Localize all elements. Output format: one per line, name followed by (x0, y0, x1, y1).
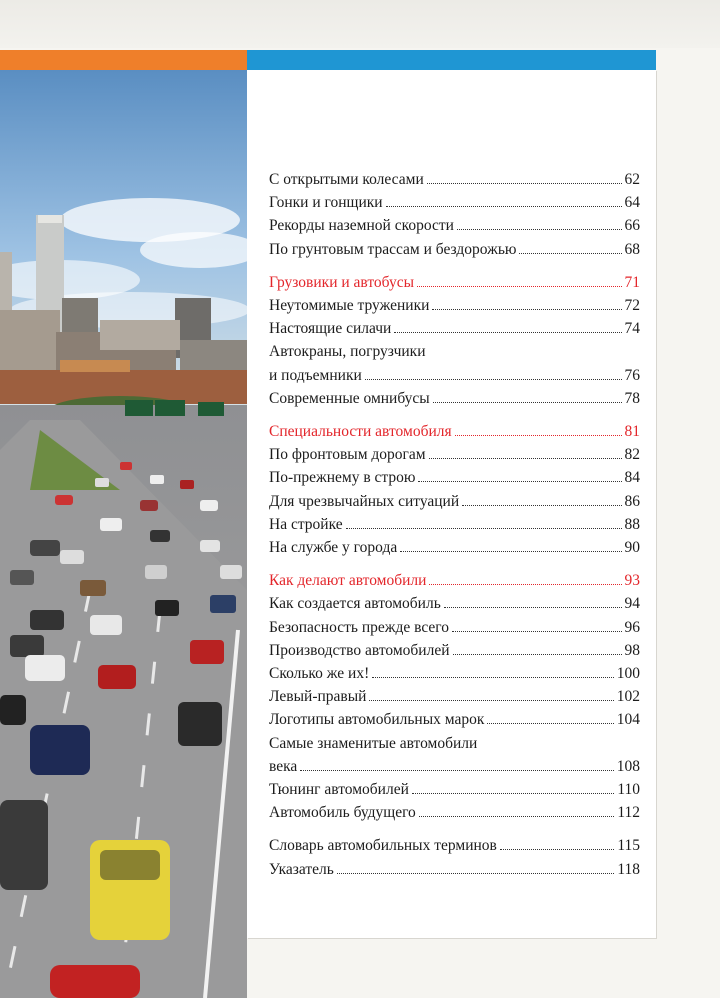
toc-page-number: 64 (624, 194, 640, 212)
toc-entry-title: На стройке (269, 515, 343, 533)
toc-entry-title: и подъемники (269, 366, 362, 384)
toc-entry-title: Самые знаменитые автомобили (269, 734, 478, 752)
dot-leader (417, 286, 621, 287)
dot-leader (433, 402, 622, 403)
dot-leader (444, 607, 622, 608)
toc-entry[interactable] (269, 443, 640, 466)
toc-page-number: 102 (616, 688, 640, 706)
dot-leader (452, 631, 621, 632)
dot-leader (337, 873, 614, 874)
dot-leader (455, 435, 622, 436)
toc-entry[interactable] (269, 592, 640, 615)
toc-page-number: 74 (624, 320, 640, 338)
toc-entry-title: Тюнинг автомобилей (269, 781, 409, 799)
dot-leader (519, 253, 621, 254)
toc-entry[interactable] (269, 801, 640, 824)
toc-page-number: 90 (624, 539, 640, 557)
toc-page-number: 76 (624, 366, 640, 384)
toc-entry[interactable] (269, 536, 640, 559)
dot-leader (394, 332, 621, 333)
toc-entry-title: Автомобиль будущего (269, 804, 416, 822)
toc-entry[interactable] (269, 858, 640, 881)
toc-entry[interactable] (269, 708, 640, 731)
toc-page-number: 96 (624, 618, 640, 636)
dot-leader (419, 816, 615, 817)
toc-entry[interactable] (269, 466, 640, 489)
toc-page-number: 78 (624, 389, 640, 407)
toc-entry[interactable] (269, 732, 640, 755)
toc-entry[interactable] (269, 834, 640, 857)
toc-entry[interactable] (269, 513, 640, 536)
toc-page-number: 104 (616, 711, 640, 729)
toc-page-number: 68 (624, 240, 640, 258)
toc-section-entry[interactable] (269, 420, 640, 443)
toc-entry-title: Производство автомобилей (269, 641, 450, 659)
toc-page-number: 86 (624, 492, 640, 510)
toc-entry-title: Автокраны, погрузчики (269, 343, 426, 361)
toc-page-number: 98 (624, 641, 640, 659)
toc-entry[interactable] (269, 294, 640, 317)
dot-leader (386, 206, 622, 207)
orange-header-bar (0, 50, 247, 70)
toc-page-number: 81 (624, 423, 640, 441)
toc-page-number: 112 (617, 804, 640, 822)
toc-page-number: 94 (624, 595, 640, 613)
toc-entry-title: Как создается автомобиль (269, 595, 441, 613)
dot-leader (487, 723, 613, 724)
toc-entry[interactable] (269, 387, 640, 410)
dot-leader (462, 505, 621, 506)
toc-entry[interactable] (269, 778, 640, 801)
toc-entry-title: Неутомимые труженики (269, 297, 430, 315)
toc-section-entry[interactable] (269, 271, 640, 294)
toc-entry-title: Настоящие силачи (269, 320, 392, 338)
toc-entry[interactable] (269, 168, 640, 191)
toc-entry[interactable] (269, 214, 640, 237)
toc-entry-title: Гонки и гонщики (269, 194, 383, 212)
toc-page-number: 82 (624, 446, 640, 464)
toc-page-number: 88 (624, 515, 640, 533)
blue-header-bar (247, 50, 656, 70)
toc-entry[interactable] (269, 685, 640, 708)
dot-leader (346, 528, 622, 529)
toc-entry[interactable] (269, 616, 640, 639)
dot-leader (429, 458, 622, 459)
dot-leader (427, 183, 622, 184)
toc-page-number: 66 (624, 217, 640, 235)
toc-entry[interactable] (269, 639, 640, 662)
toc-page-number: 62 (624, 171, 640, 188)
highway-city-photo (0, 70, 247, 998)
dot-leader (365, 379, 622, 380)
toc-entry-title: Для чрезвычайных ситуаций (269, 492, 460, 510)
toc-page-number: 93 (624, 572, 640, 590)
dot-leader (372, 677, 613, 678)
dot-leader (453, 654, 622, 655)
toc-entry[interactable] (269, 364, 640, 387)
dot-leader (457, 229, 622, 230)
dot-leader (400, 551, 621, 552)
toc-entry[interactable] (269, 662, 640, 685)
toc-page-number: 72 (624, 297, 640, 315)
toc-entry-title: Словарь автомобильных терминов (269, 837, 497, 855)
toc-entry-title: По фронтовым дорогам (269, 446, 426, 464)
dot-leader (500, 849, 614, 850)
dot-leader (369, 700, 613, 701)
dot-leader (300, 770, 613, 771)
toc-entry-title: По грунтовым трассам и бездорожью (269, 240, 517, 258)
toc-entry-title: На службе у города (269, 539, 398, 557)
toc-entry-title: Специальности автомобиля (269, 423, 452, 441)
toc-page-number: 110 (617, 781, 640, 799)
toc-entry-title: Современные омнибусы (269, 389, 430, 407)
dot-leader (432, 309, 621, 310)
toc-entry[interactable] (269, 238, 640, 261)
dot-leader (412, 793, 614, 794)
toc-entry-title: Безопасность прежде всего (269, 618, 450, 636)
toc-page-number: 115 (617, 837, 640, 855)
toc-entry[interactable] (269, 755, 640, 778)
toc-entry-title: Левый-правый (269, 688, 367, 706)
dot-leader (418, 481, 621, 482)
toc-page-number: 71 (624, 273, 640, 291)
toc-entry-title: Логотипы автомобильных марок (269, 711, 485, 729)
toc-entry[interactable] (269, 490, 640, 513)
toc-entry-title: Указатель (269, 860, 334, 878)
toc-entry-title: С открытыми колесами (269, 171, 424, 188)
toc-entry-title: По-прежнему в строю (269, 469, 416, 487)
toc-entry[interactable] (269, 317, 640, 340)
table-of-contents (269, 168, 640, 881)
faint-show-through-heading (255, 96, 585, 144)
toc-entry-title: Сколько же их! (269, 665, 370, 683)
toc-entry-title: века (269, 757, 298, 775)
toc-section-entry[interactable] (269, 569, 640, 592)
toc-page-number: 108 (616, 757, 640, 775)
toc-entry-title: Рекорды наземной скорости (269, 217, 454, 235)
toc-page-number: 100 (616, 665, 640, 683)
toc-page-number: 118 (617, 860, 640, 878)
page-top-margin (0, 0, 720, 48)
toc-entry-title: Грузовики и автобусы (269, 273, 415, 291)
toc-entry-title: Как делают автомобили (269, 572, 427, 590)
toc-page-number: 84 (624, 469, 640, 487)
toc-entry[interactable] (269, 340, 640, 363)
toc-entry[interactable] (269, 191, 640, 214)
dot-leader (429, 584, 621, 585)
